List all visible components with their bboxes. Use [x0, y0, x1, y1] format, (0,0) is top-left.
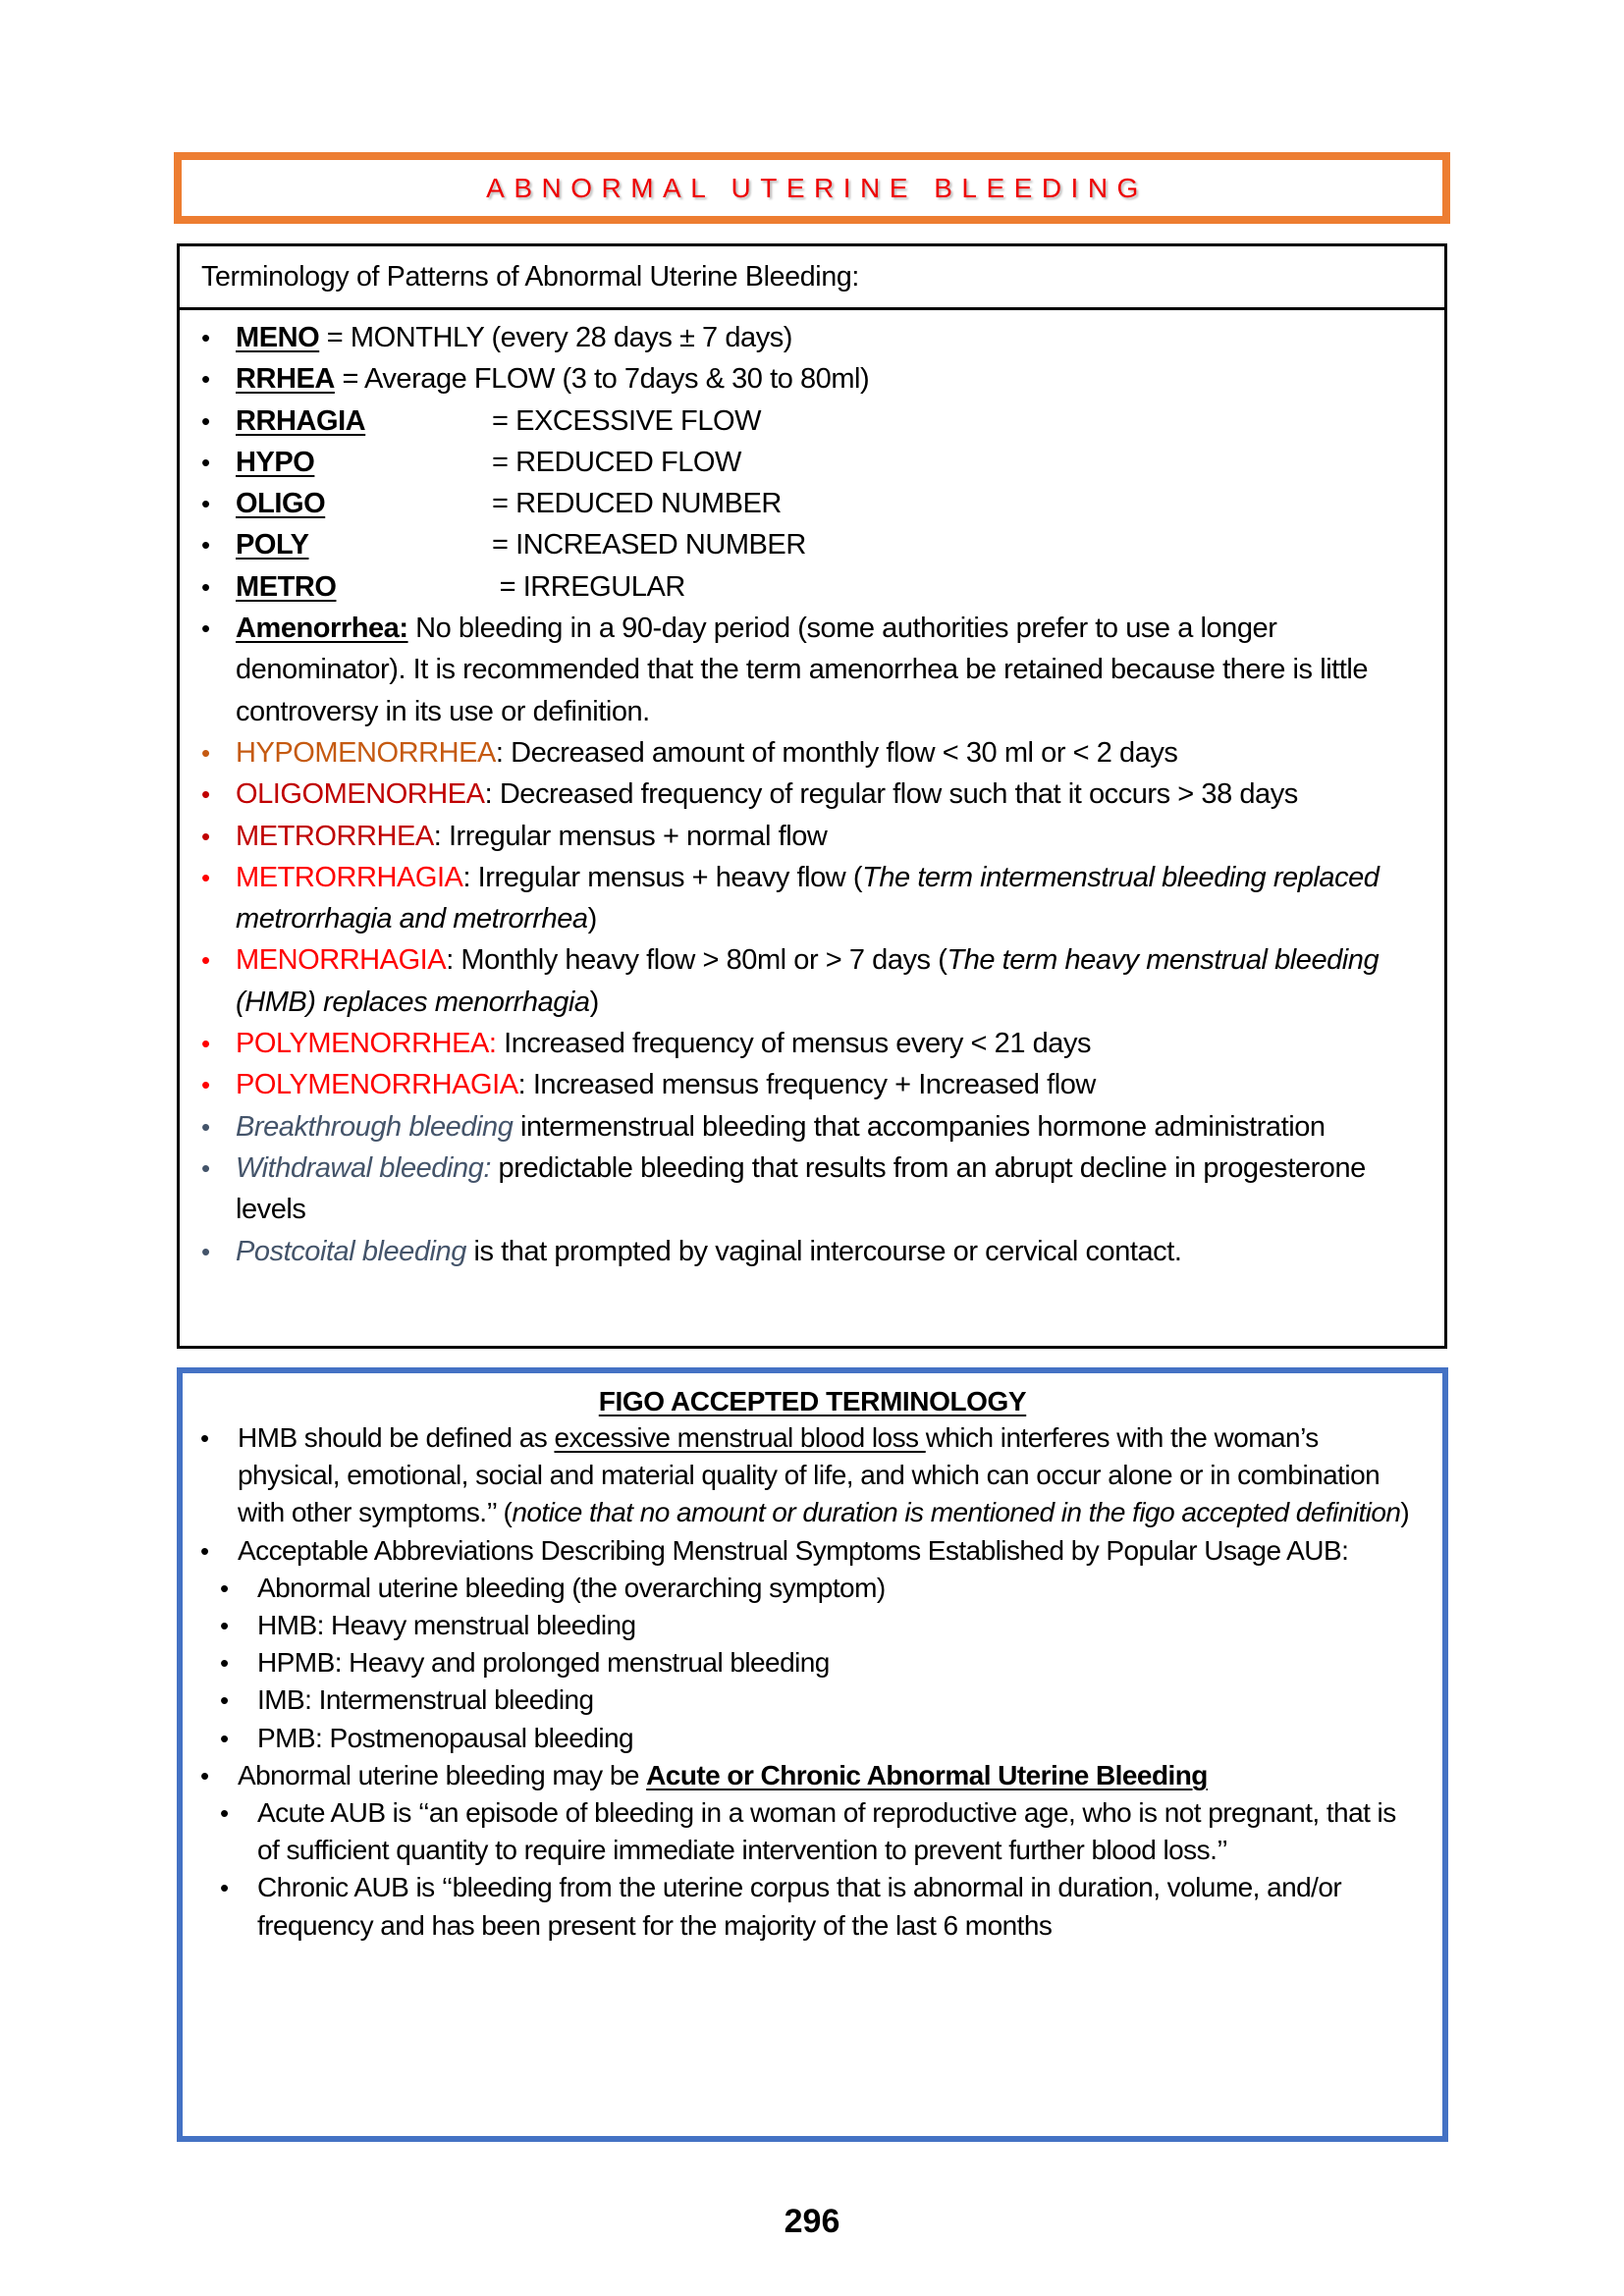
abbreviations-item — [183, 1532, 1423, 1757]
bleeding-term: Withdrawal bleeding: — [236, 1151, 491, 1184]
acute-aub-item: • Acute AUB is ‘‘an episode of bleeding in a woman of reproductive age, who is not pregnant, that is of sufficient quantity to require immediate intervention to prevent further blood loss.’’ — [183, 1794, 1423, 1869]
root-term: RRHEA — [236, 363, 335, 396]
page-title: ABNORMAL UTERINE BLEEDING — [486, 172, 1148, 203]
root-definition: = REDUCED NUMBER — [492, 488, 782, 520]
bullet-icon: • — [201, 447, 210, 477]
root-term-rrhagia — [180, 400, 1425, 442]
acute-chronic-list — [183, 1794, 1423, 1945]
root-definition: = REDUCED FLOW — [492, 446, 741, 478]
abbreviation-item: • IMB: Intermenstrual bleeding — [183, 1682, 1423, 1719]
bleeding-term: Postcoital bleeding — [236, 1235, 466, 1267]
abbreviations-list — [183, 1570, 1423, 1757]
bullet-icon: • — [201, 821, 210, 851]
bullet-icon: • — [200, 1760, 209, 1790]
hmb-definition-item: • HMB should be defined as excessive menstrual blood loss which interferes with the woman’s physical, emotional, social and material quality of life, and which can occur alone or in combination with other symptoms.’’ (notice that no amount or duration is mentioned in the figo accepted definition) — [183, 1419, 1423, 1532]
postcoital-bleeding-item — [180, 1231, 1425, 1272]
bullet-icon: • — [201, 1070, 210, 1100]
title-banner — [174, 152, 1450, 224]
withdrawal-bleeding-item — [180, 1148, 1425, 1231]
abbreviation-item: • PMB: Postmenopausal bleeding — [183, 1720, 1423, 1757]
bullet-icon: • — [220, 1611, 229, 1641]
bullet-icon: • — [201, 1029, 210, 1059]
bullet-icon: • — [201, 1152, 210, 1183]
bullet-icon: • — [201, 1111, 210, 1142]
condition-polymenorrhea — [180, 1023, 1425, 1064]
root-term: OLIGO — [236, 488, 326, 520]
condition-term: HYPOMENORRHEA — [236, 736, 496, 769]
abbreviation-item: • HPMB: Heavy and prolonged menstrual bleeding — [183, 1644, 1423, 1682]
condition-term: MENORRHAGIA — [236, 944, 447, 977]
amenorrhea-definition: No bleeding in a 90-day period (some authorities prefer to use a longer denominator). It is recommended that the term amenorrhea be retained because there is little controversy in its use or definition. — [236, 613, 1369, 727]
condition-note: The term heavy menstrual bleeding (HMB) replaces menorrhagia — [236, 944, 1380, 1018]
bullet-icon: • — [201, 862, 210, 892]
root-definition: = IRREGULAR — [492, 570, 685, 603]
bleeding-term: Breakthrough bleeding — [236, 1110, 514, 1143]
breakthrough-bleeding-item — [180, 1106, 1425, 1148]
hmb-underlined-phrase: excessive menstrual blood loss — [554, 1422, 926, 1453]
condition-definition: Decreased amount of monthly flow < 30 ml or < 2 days — [511, 736, 1178, 769]
bullet-icon: • — [220, 1648, 229, 1679]
condition-hypomenorrhea: • HYPOMENORRHEA: Decreased amount of monthly flow < 30 ml or < 2 days — [180, 732, 1425, 774]
root-term-rrhea — [180, 358, 1425, 400]
bleeding-definition: is that prompted by vaginal intercourse or cervical contact. — [465, 1235, 1182, 1267]
bullet-icon: • — [220, 1573, 229, 1603]
hmb-note: notice that no amount or duration is mentioned in the figo accepted definition — [512, 1497, 1401, 1528]
condition-definition: Irregular mensus + heavy flow ( — [477, 861, 863, 893]
bullet-icon: • — [201, 737, 210, 768]
bullet-icon: • — [220, 1798, 229, 1829]
chronic-aub-item: • Chronic AUB is ‘‘bleeding from the uterine corpus that is abnormal in duration, volume, and/or frequency and has been present for the majority of the last 6 months — [183, 1869, 1423, 1944]
condition-term: OLIGOMENORHEA — [236, 778, 485, 811]
condition-polymenorrhagia: • POLYMENORRHAGIA: Increased mensus frequency + Increased flow — [180, 1064, 1425, 1105]
figo-list — [183, 1419, 1442, 1945]
root-term: POLY — [236, 529, 309, 561]
terminology-list — [180, 310, 1444, 1272]
abbreviation-item: • Abnormal uterine bleeding (the overarching symptom) — [183, 1570, 1423, 1607]
bullet-icon: • — [201, 571, 210, 602]
bullet-icon: • — [201, 364, 210, 395]
terminology-section — [177, 243, 1447, 1349]
bullet-icon: • — [200, 1535, 209, 1566]
bullet-icon: • — [201, 614, 210, 644]
condition-oligomenorhea: • OLIGOMENORHEA: Decreased frequency of regular flow such that it occurs > 38 days — [180, 774, 1425, 815]
condition-definition: Monthly heavy flow > 80ml or > 7 days ( — [460, 944, 947, 977]
condition-definition: Increased frequency of mensus every < 21 days — [504, 1028, 1092, 1060]
bullet-icon: • — [201, 945, 210, 976]
bullet-icon: • — [201, 530, 210, 561]
condition-term: POLYMENORRHAGIA — [236, 1069, 518, 1101]
condition-definition: Decreased frequency of regular flow such that it occurs > 38 days — [499, 778, 1298, 811]
condition-metrorrhagia: • METRORRHAGIA: Irregular mensus + heavy flow (The term intermenstrual bleeding replaced metrorrhagia and metrorrhea) — [180, 857, 1425, 940]
bullet-icon: • — [201, 405, 210, 436]
acute-chronic-emphasis: Acute or Chronic Abnormal Uterine Bleeding — [646, 1759, 1208, 1790]
root-term-hypo — [180, 442, 1425, 483]
condition-definition: Irregular mensus + normal flow — [448, 820, 828, 852]
bleeding-definition: predictable bleeding that results from an abrupt decline in progesterone levels — [236, 1151, 1366, 1226]
root-definition: = INCREASED NUMBER — [492, 529, 806, 561]
bleeding-definition: intermenstrual bleeding that accompanies hormone administration — [513, 1110, 1326, 1143]
root-definition: = MONTHLY (every 28 days ± 7 days) — [319, 322, 792, 353]
terminology-header: Terminology of Patterns of Abnormal Uterine Bleeding: — [180, 246, 1444, 310]
amenorrhea-item — [180, 608, 1425, 732]
root-definition: = EXCESSIVE FLOW — [492, 404, 762, 437]
page-number: 296 — [784, 2203, 840, 2240]
amenorrhea-term: Amenorrhea: — [236, 613, 408, 645]
bullet-icon: • — [201, 779, 210, 810]
condition-metrorrhea: • METRORRHEA: Irregular mensus + normal flow — [180, 816, 1425, 857]
figo-section — [177, 1367, 1448, 2142]
bullet-icon: • — [201, 1236, 210, 1266]
condition-term: POLYMENORRHEA: — [236, 1028, 497, 1060]
root-term-metro — [180, 566, 1425, 608]
abbreviation-item: • HMB: Heavy menstrual bleeding — [183, 1607, 1423, 1644]
bullet-icon: • — [220, 1723, 229, 1753]
condition-menorrhagia: • MENORRHAGIA: Monthly heavy flow > 80ml or > 7 days (The term heavy menstrual bleeding (HMB) replaces menorrhagia) — [180, 939, 1425, 1023]
condition-note: The term intermenstrual bleeding replaced metrorrhagia and metrorrhea — [236, 861, 1380, 935]
figo-title: FIGO ACCEPTED TERMINOLOGY — [598, 1386, 1027, 1416]
root-term: METRO — [236, 570, 337, 603]
bullet-icon: • — [201, 489, 210, 519]
bullet-icon: • — [220, 1685, 229, 1716]
condition-definition: Increased mensus frequency + Increased flow — [532, 1069, 1096, 1101]
condition-term: METRORRHAGIA — [236, 861, 463, 893]
root-term: RRHAGIA — [236, 404, 366, 437]
root-term-poly — [180, 524, 1425, 565]
bullet-icon: • — [220, 1873, 229, 1903]
bullet-icon: • — [200, 1423, 209, 1453]
root-term-meno — [180, 317, 1425, 358]
bullet-icon: • — [201, 323, 210, 352]
acute-chronic-item: • Abnormal uterine bleeding may be Acute or Chronic Abnormal Uterine Bleeding • Acute AUB is ‘‘an episode of bleeding in a woman of reproductive age, who is not pregnant, that is of sufficient quantity to require immediate intervention to prevent further blood loss.’’ • Chronic AUB is ‘‘bleeding from the uterine corpus that is abnormal in duration, volume, and/or frequency and has been present for the majority of the last 6 months — [183, 1757, 1423, 1945]
abbreviations-intro: Acceptable Abbreviations Describing Menstrual Symptoms Established by Popular Usage AUB: — [238, 1534, 1349, 1566]
condition-term: METRORRHEA — [236, 820, 434, 852]
root-term-oligo — [180, 483, 1425, 524]
root-term: HYPO — [236, 446, 315, 478]
root-term: MENO — [236, 322, 320, 353]
root-definition: = Average FLOW (3 to 7days & 30 to 80ml) — [334, 363, 870, 396]
